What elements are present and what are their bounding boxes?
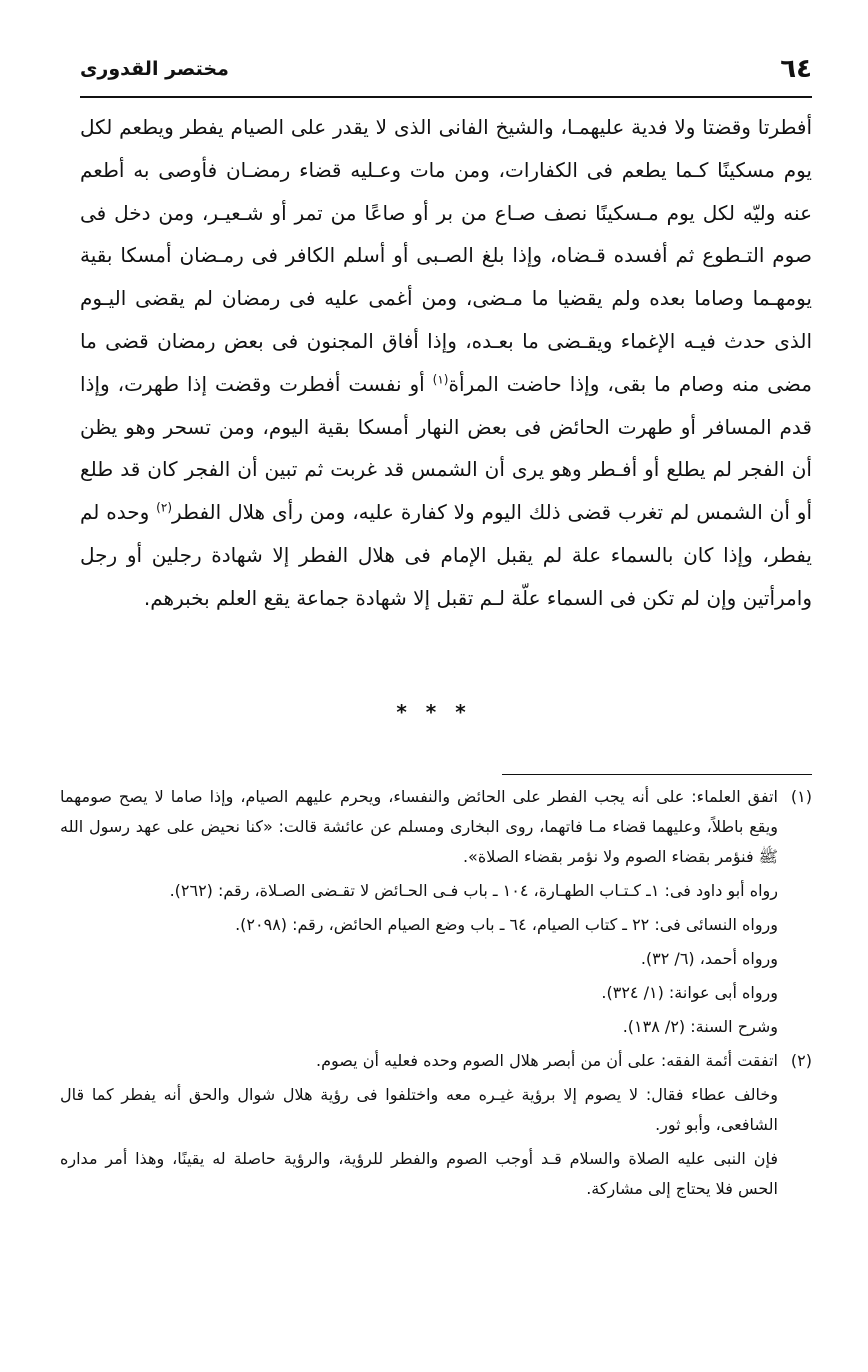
book-title: مختصر القدورى: [80, 58, 229, 80]
main-text-part-3: وحده لم يفطر، وإذا كان بالسماء علة لم يقبل الإمام فى هلال الفطر إلا شهادة رجلين أو رجل وامرأتين وإن لم تكن فى السماء علّة لـم تقبل إلا شهادة جماعة يقع العلم بخبرهم.: [80, 500, 812, 610]
page-header: [80, 52, 812, 92]
footnote-line: اتفق العلماء: على أنه يجب الفطر على الحائض والنفساء، ويحرم عليهم الصيام، وإذا صاما لا يصح صومهما ويقع باطلاً، وعليهما قضاء مـا فاتهما، روى البخارى ومسلم عن عائشة قالت: «كنا نحيض على عهد رسول الله ﷺ فنؤمر بقضاء الصوم ولا نؤمر بقضاء الصلاة».: [60, 787, 778, 866]
footnote-line: فإن النبى عليه الصلاة والسلام قـد أوجب الصوم والفطر للرؤية، والرؤية حاصلة له يقينًا، وهذا أمر مداره الحس فلا يحتاج إلى مشاركة.: [60, 1149, 778, 1198]
main-text-part-1: أفطرتا وقضتا ولا فدية عليهمـا، والشيخ الفانى الذى لا يقدر على الصيام يفطر ويطعم لكل يوم مسكينًا كـما يطعم فى الكفارات، ومن مات وعـليه قضاء رمضـان فأوصى به أطعم عنه وليّه لكل يوم مـسكينًا نصف صـاع من بر أو صاعًا من تمر أو شـعيـر، ومن دخل فى صوم التـطوع ثم أفسده قـضاه، وإذا بلغ الصـبى أو أسلم الكافر فى رمـضان أمسكا بقية يومهـما وصاما بعده ولم يقضيا ما مـضى، ومن أغمى عليه فى رمضان لم يقضى اليـوم الذى حدث فيـه الإغماء ويقـضى ما بعـده، وإذا أفاق المجنون فى بعض رمضان قضى ما مضى منه وصام ما بقى، وإذا حاضت المرأة: [80, 115, 812, 396]
footnote-line: ورواه أحمد، (٦/ ٣٢).: [640, 949, 778, 968]
footnote-line: وخالف عطاء فقال: لا يصوم إلا برؤية غيـره معه واختلفوا فى رؤية هلال شوال والحق أنه يفطر كما قال الشافعى، وأبو ثور.: [60, 1085, 778, 1134]
footnote-number: (٢): [790, 1051, 812, 1070]
footnote-line: ورواه النسائى فى: ٢٢ ـ كتاب الصيام، ٦٤ ـ باب وضع الصيام الحائض، رقم: (٢٠٩٨).: [235, 915, 778, 934]
footnote-divider: [502, 774, 812, 775]
footnote-line: اتفقت أئمة الفقه: على أن من أبصر هلال الصوم وحده فعليه أن يصوم.: [316, 1051, 778, 1070]
footnote-line: ورواه أبى عوانة: (١/ ٣٢٤).: [601, 983, 778, 1002]
footnote-number: (١): [790, 787, 812, 806]
footnote-ref-1: (١): [432, 372, 449, 387]
footnote-line: وشرح السنة: (٢/ ١٣٨).: [622, 1017, 778, 1036]
section-separator: * * *: [396, 700, 472, 724]
footnote-2: [60, 1046, 812, 1204]
footnote-ref-2: (٢): [156, 500, 172, 515]
footnote-line: رواه أبو داود فى: ١ـ كـتـاب الطهـارة، ١٠٤ ـ باب فـى الحـائض لا تقـضى الصـلاة، رقم: (٢٦٢).: [169, 881, 778, 900]
header-divider: [80, 96, 812, 98]
footnotes: [60, 782, 812, 1208]
page-number: ٦٤: [780, 54, 812, 84]
main-paragraph: [80, 106, 812, 620]
main-text: [80, 106, 812, 620]
footnote-1: [60, 782, 812, 1042]
main-text-part-2: أو نفست أفطرت وقضت إذا طهرت، وإذا قدم المسافر أو طهرت الحائض فى بعض النهار أمسكا بقية اليوم، ومن تسحر وهو يظن أن الفجر لم يطلع أو أفـطر وهو يرى أن الشمس قد غربت ثم تبين أن الفجر كان قد طلع أو أن الشمس لم تغرب قضى ذلك اليوم ولا كفارة عليه، ومن رأى هلال الفطر: [80, 371, 813, 525]
